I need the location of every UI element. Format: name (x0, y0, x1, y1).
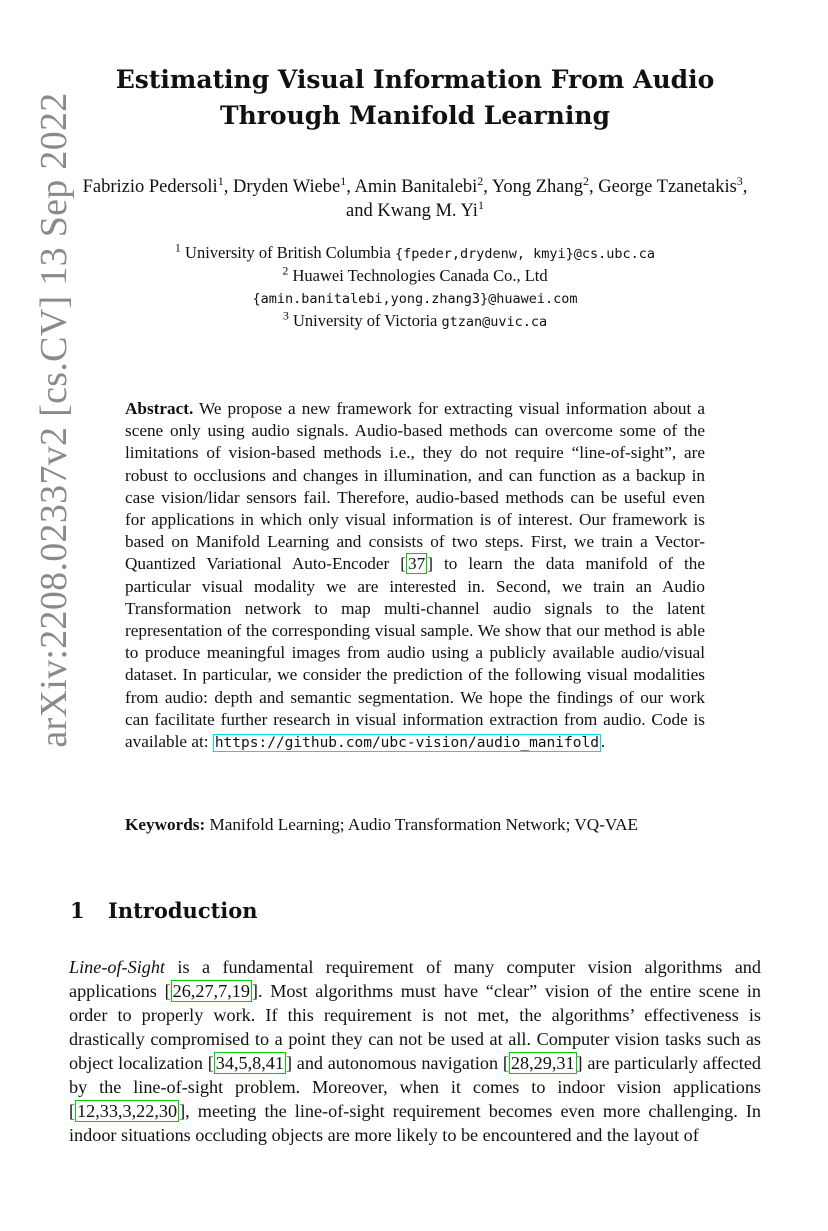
affiliation-name: University of Victoria (288, 311, 442, 330)
citation-link[interactable]: 12,33,3,22,30 (77, 1101, 178, 1121)
affiliation-mark: 1 (174, 240, 181, 255)
citation-link[interactable]: 34,5,8,41 (215, 1053, 284, 1073)
arxiv-identifier: arXiv:2208.02337v2 [cs.CV] 13 Sep 2022 (33, 92, 75, 748)
title-line-1: Estimating Visual Information From Audio (115, 65, 715, 94)
section-title: Introduction (108, 898, 258, 923)
abstract-heading: Abstract. (125, 399, 194, 418)
author-affiliation-mark: 2 (583, 173, 590, 188)
author-name: , Yong Zhang (483, 177, 584, 197)
affiliation-mark: 2 (282, 263, 289, 278)
section-number: 1 (70, 898, 85, 923)
author-name: , Dryden Wiebe (223, 177, 341, 197)
author-affiliation-mark: 1 (217, 173, 224, 188)
paper-title (70, 62, 760, 134)
affiliation-email: gtzan@uvic.ca (441, 314, 548, 330)
affiliation-mark: 3 (282, 308, 289, 323)
citation-link[interactable]: 28,29,31 (510, 1053, 575, 1073)
affiliation-line (70, 287, 760, 310)
author-affiliation-mark: 1 (340, 173, 347, 188)
abstract-end: . (600, 732, 606, 752)
affiliation-line (70, 242, 760, 265)
author-name: , Amin Banitalebi (346, 177, 478, 197)
code-url-link[interactable]: https://github.com/ubc-vision/audio_manifold (214, 735, 599, 752)
affiliation-name: Huawei Technologies Canada Co., Ltd (288, 266, 548, 285)
body-text: , meeting the line-of-sight requirement becomes even more challenging. In indoor situations occluding objects are more likely to be encountered and the layout of (69, 1101, 761, 1145)
keywords-heading: Keywords: (125, 815, 206, 834)
section-heading (70, 898, 258, 923)
abstract-text: We propose a new framework for extracting visual information about a scene only using audio signals. Audio-based methods can overcome some of the limitations of vision-based methods i.e., they do not require “line-of-sight”, are robust to occlusions and changes in illumination, and can function as a backup in case vision/lidar sensors fail. Therefore, audio-based methods can be useful even for applications in which only visual information is of interest. Our framework is based on Manifold Learning and consists of two steps. First, we train a Vector-Quantized Variational Auto-Encoder (125, 399, 705, 574)
citation-link[interactable]: 37 (408, 554, 426, 574)
author-affiliation-mark: 1 (477, 197, 484, 212)
keywords-text: Manifold Learning; Audio Transformation Network; VQ-VAE (205, 815, 639, 834)
author-affiliation-mark: 2 (477, 173, 484, 188)
citation-link[interactable]: 26,27,7,19 (172, 981, 250, 1001)
emphasis-term: Line-of-Sight (69, 957, 165, 977)
affiliation-line (70, 265, 760, 287)
author-name: Fabrizio Pedersoli (82, 177, 218, 197)
affiliation-email: {amin.banitalebi,yong.zhang3}@huawei.com (252, 291, 578, 307)
intro-paragraph: Line-of-Sight is a fundamental requirement of many computer vision algorithms and applications [ 26,27,7,19 ]. Most algorithms must have “clear” vision of the entire scene in order to properly work. If this requirement is not met, the algorithms’ effectiveness is drastically compromised to a point they can not be used at all. Computer vision tasks such as object localization [ 34,5,8,41 ] and autonomous navigation [ 28,29,31 ] are particularly affected by the line-of-sight problem. Moreover, when it comes to indoor vision applications [ 12,33,3,22,30 ], meeting the line-of-sight requirement becomes even more challenging. In indoor situations occluding objects are more likely to be encountered and the layout of (69, 957, 762, 1145)
body-text: and autonomous navigation (292, 1053, 503, 1073)
affiliation-line (70, 310, 760, 333)
abstract-text: to learn the data manifold of the particular visual modality we are interested in. Second, we train an Audio Transformation network to map multi-channel audio signals to the latent representation of the corresponding visual sample. We show that our method is able to produce meaningful images from audio using a publicly available audio/visual dataset. In particular, we consider the prediction of the following visual modalities from audio: depth and semantic segmentation. We hope the findings of our work can facilitate further research in visual information extraction from audio. Code is available at: (125, 554, 705, 752)
affiliation-email: {fpeder,drydenw, kmyi}@cs.ubc.ca (394, 246, 656, 262)
title-line-2: Through Manifold Learning (219, 101, 610, 130)
body-text: . Most algorithms must have “clear” vision of the entire scene in order to properly work. If this requirement is not met, the algorithms’ effectiveness is drastically compromised to a point they can not be used at all. Computer vision tasks such as object localization (69, 981, 762, 1073)
keywords (125, 814, 705, 836)
affiliation-name: University of British Columbia (180, 243, 395, 262)
affiliations (70, 242, 760, 333)
body-text: are particularly affected by the line-of-sight problem. Moreover, when it comes to indoor vision applications (69, 1053, 761, 1097)
body-text: is a fundamental requirement of many computer vision algorithms and applications (69, 957, 761, 1001)
author-name: , and Kwang M. Yi (346, 177, 748, 221)
abstract: Abstract. We propose a new framework for extracting visual information about a scene only using audio signals. Audio-based methods can overcome some of the limitations of vision-based methods i.e., they do not require “line-of-sight”, are robust to occlusions and changes in illumination, and can function as a backup in case vision/lidar sensors fail. Therefore, audio-based methods can be useful even for applications in which only visual information is of interest. Our framework is based on Manifold Learning and consists of two steps. First, we train a Vector-Quantized Variational Auto-Encoder [ 37 ] to learn the data manifold of the particular visual modality we are interested in. Second, we train an Audio Transformation network to map multi-channel audio signals to the latent representation of the corresponding visual sample. We show that our method is able to produce meaningful images from audio using a publicly available audio/visual dataset. In particular, we consider the prediction of the following visual modalities from audio: depth and semantic segmentation. We hope the findings of our work can facilitate further research in visual information extraction from audio. Code is available at: https://github.com/ubc-vision/audio_manifold . (125, 399, 705, 752)
author-list (70, 175, 760, 223)
author-name: , George Tzanetakis (589, 177, 737, 197)
author-affiliation-mark: 3 (736, 173, 743, 188)
